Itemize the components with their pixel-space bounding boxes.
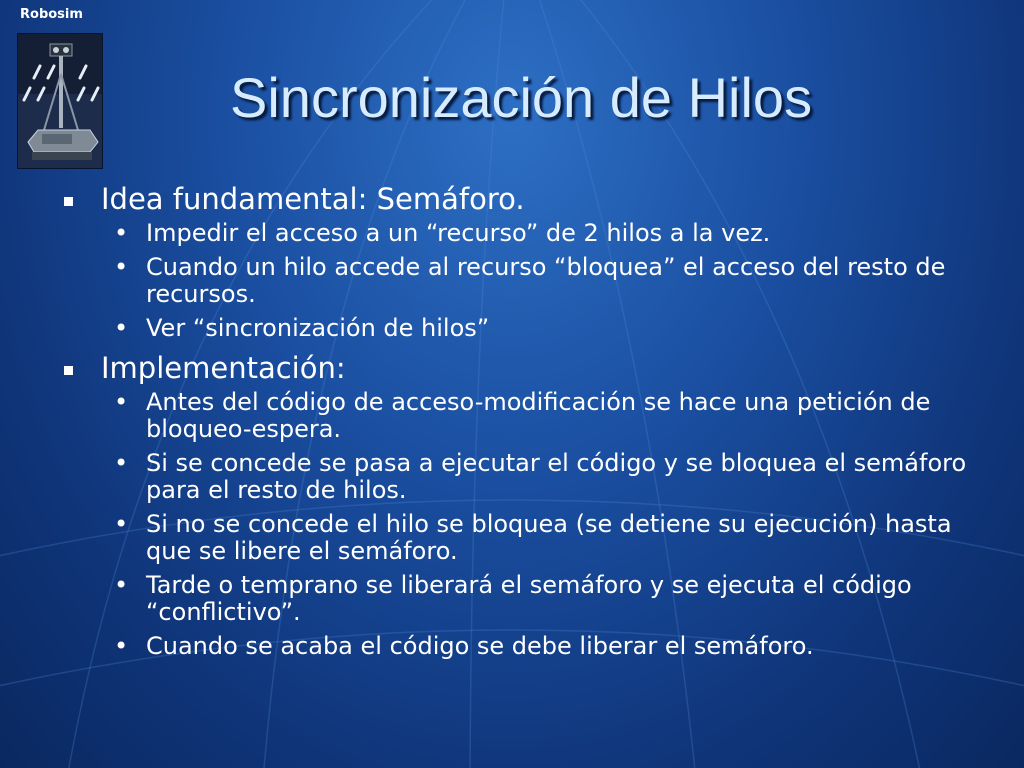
bullet-list <box>60 220 970 342</box>
bullet-point: • Impedir el acceso a un “recurso” de 2 hilos a la vez. <box>114 219 771 247</box>
bullet-list <box>60 389 970 660</box>
dot-bullet-icon: • <box>114 510 129 538</box>
bullet-point: • Tarde o temprano se liberará el semáforo y se ejecuta el código “conflictivo”. <box>114 571 912 626</box>
brand-label: Robosim <box>20 7 83 22</box>
dot-bullet-icon: • <box>114 632 129 660</box>
bullet-point: • Si se concede se pasa a ejecutar el código y se bloquea el semáforo para el resto de hilos. <box>114 449 967 504</box>
square-bullet-icon <box>64 197 73 206</box>
section-heading-text: Implementación: <box>101 351 346 385</box>
bullet-point: • Cuando se acaba el código se debe liberar el semáforo. <box>114 632 814 660</box>
bullet-point: • Ver “sincronización de hilos” <box>114 314 490 342</box>
dot-bullet-icon: • <box>114 388 129 416</box>
dot-bullet-icon: • <box>114 314 129 342</box>
square-bullet-icon <box>64 366 73 375</box>
dot-bullet-icon: • <box>114 219 129 247</box>
bullet-point: • Cuando un hilo accede al recurso “bloquea” el acceso del resto de recursos. <box>114 253 946 308</box>
section-heading <box>60 180 970 218</box>
bullet-point: • Si no se concede el hilo se bloquea (se detiene su ejecución) hasta que se libere el semáforo. <box>114 510 952 565</box>
dot-bullet-icon: • <box>114 253 129 281</box>
robot-logo-icon <box>17 33 103 169</box>
dot-bullet-icon: • <box>114 571 129 599</box>
dot-bullet-icon: • <box>114 449 129 477</box>
bullet-point: • Antes del código de acceso-modificación se hace una petición de bloqueo-espera. <box>114 388 931 443</box>
section-heading-text: Idea fundamental: Semáforo. <box>101 182 525 216</box>
slide-content <box>60 180 970 667</box>
slide-title: Sincronización de Hilos <box>230 66 813 129</box>
section-heading <box>60 349 970 387</box>
